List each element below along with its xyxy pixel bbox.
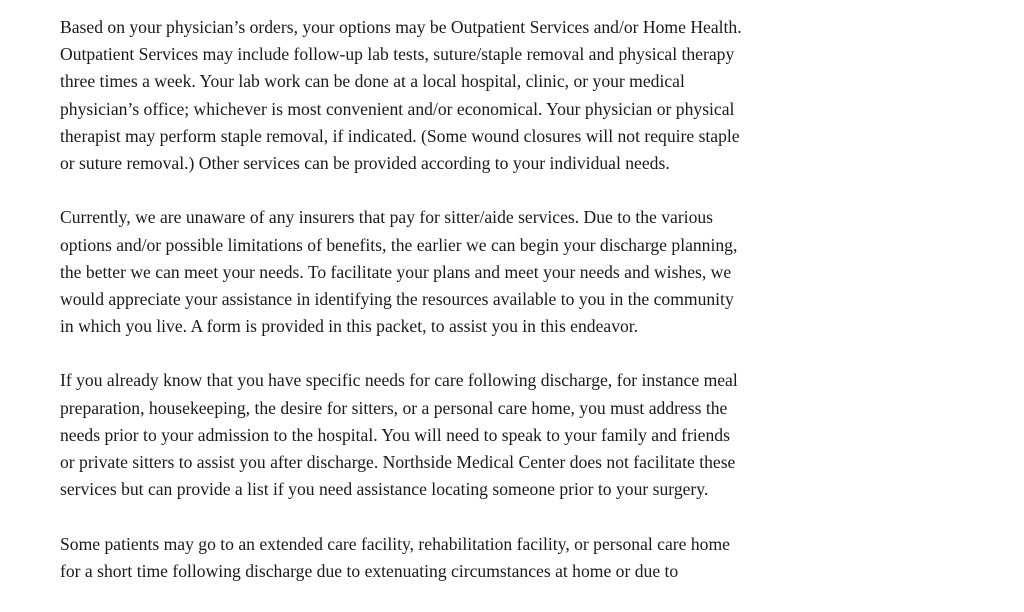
- text-line: Outpatient Services may include follow-up lab tests, suture/staple removal and physical therapy: [60, 44, 735, 65]
- text-line: Based on your physician’s orders, your options may be Outpatient Services and/or Home Health.: [60, 17, 742, 37]
- text-line: needs prior to your admission to the hospital. You will need to speak to your family and friends: [60, 424, 730, 445]
- paragraph-specific-needs: [60, 367, 960, 503]
- text-line: If you already know that you have specific needs for care following discharge, for instance meal: [60, 370, 738, 391]
- text-line: physician’s office; whichever is most convenient and/or economical. Your physician or physical: [60, 98, 735, 119]
- text-line: would appreciate your assistance in identifying the resources available to you in the community: [60, 288, 734, 309]
- text-line: or private sitters to assist you after discharge. Northside Medical Center does not facilitate these: [60, 452, 736, 472]
- text-line: the better we can meet your needs. To facilitate your plans and meet your needs and wishes, we: [60, 261, 732, 282]
- text-line: in which you live. A form is provided in this packet, to assist you in this endeavor.: [60, 316, 639, 337]
- document-page: [60, 14, 960, 612]
- text-line: for a short time following discharge due to extenuating circumstances at home or due to: [60, 560, 679, 581]
- text-line: three times a week. Your lab work can be done at a local hospital, clinic, or your medical: [60, 71, 685, 92]
- text-line: Currently, we are unaware of any insurers that pay for sitter/aide services. Due to the various: [60, 207, 714, 228]
- text-line: preparation, housekeeping, the desire for sitters, or a personal care home, you must address the: [60, 397, 728, 418]
- text-line: services but can provide a list if you need assistance locating someone prior to your surgery.: [60, 479, 709, 500]
- paragraph-extended-care: [60, 531, 960, 585]
- text-line: therapist may perform staple removal, if indicated. (Some wound closures will not require staple: [60, 125, 740, 146]
- text-line: Some patients may go to an extended care facility, rehabilitation facility, or personal care home: [60, 533, 730, 554]
- text-line: options and/or possible limitations of benefits, the earlier we can begin your discharge planning,: [60, 234, 738, 255]
- paragraph-outpatient-services: [60, 14, 960, 177]
- text-line: or suture removal.) Other services can be provided according to your individual needs.: [60, 152, 670, 173]
- paragraph-insurers: [60, 204, 960, 340]
